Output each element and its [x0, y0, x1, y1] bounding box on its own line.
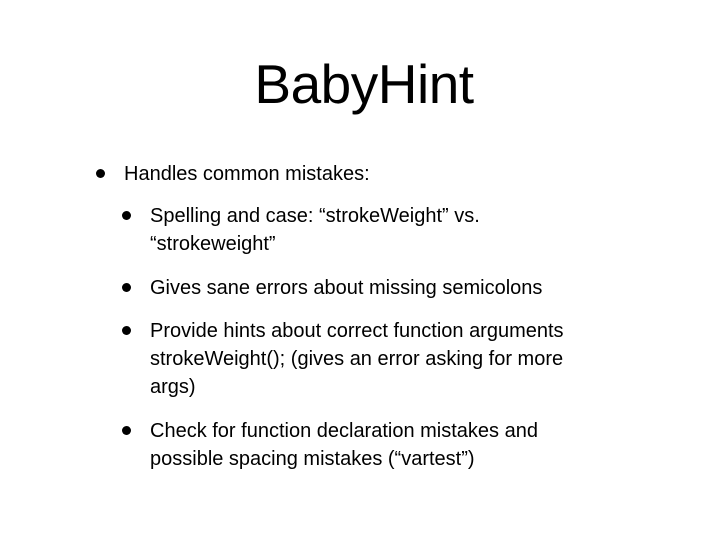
bullet-text: Gives sane errors about missing semicolons — [150, 277, 543, 299]
bullet-dot-icon — [122, 211, 131, 220]
bullet-dot-icon — [96, 169, 105, 178]
bullet-text: strokeWeight(); (gives an error asking for more — [150, 348, 564, 370]
bullet-text: Provide hints about correct function arguments — [150, 320, 564, 342]
bullet-text: args) — [150, 376, 196, 398]
bullet-dot-icon — [122, 283, 131, 292]
bullet-text: Handles common mistakes: — [124, 163, 370, 185]
bullet-item-semicolons — [150, 274, 542, 302]
bullet-dot-icon — [122, 326, 131, 335]
slide-title: BabyHint — [254, 53, 474, 115]
bullet-item-handles-common-mistakes — [124, 160, 370, 188]
bullet-dot-icon — [122, 426, 131, 435]
bullet-text: Spelling and case: “strokeWeight” vs. — [150, 205, 480, 227]
bullet-text: Check for function declaration mistakes and — [150, 420, 538, 442]
bullet-item-declaration-mistakes — [150, 417, 538, 473]
bullet-item-function-arguments — [150, 317, 564, 401]
bullet-text: possible spacing mistakes (“vartest”) — [150, 448, 475, 470]
bullet-item-spelling-and-case — [150, 202, 480, 258]
bullet-text: “strokeweight” — [150, 233, 276, 255]
